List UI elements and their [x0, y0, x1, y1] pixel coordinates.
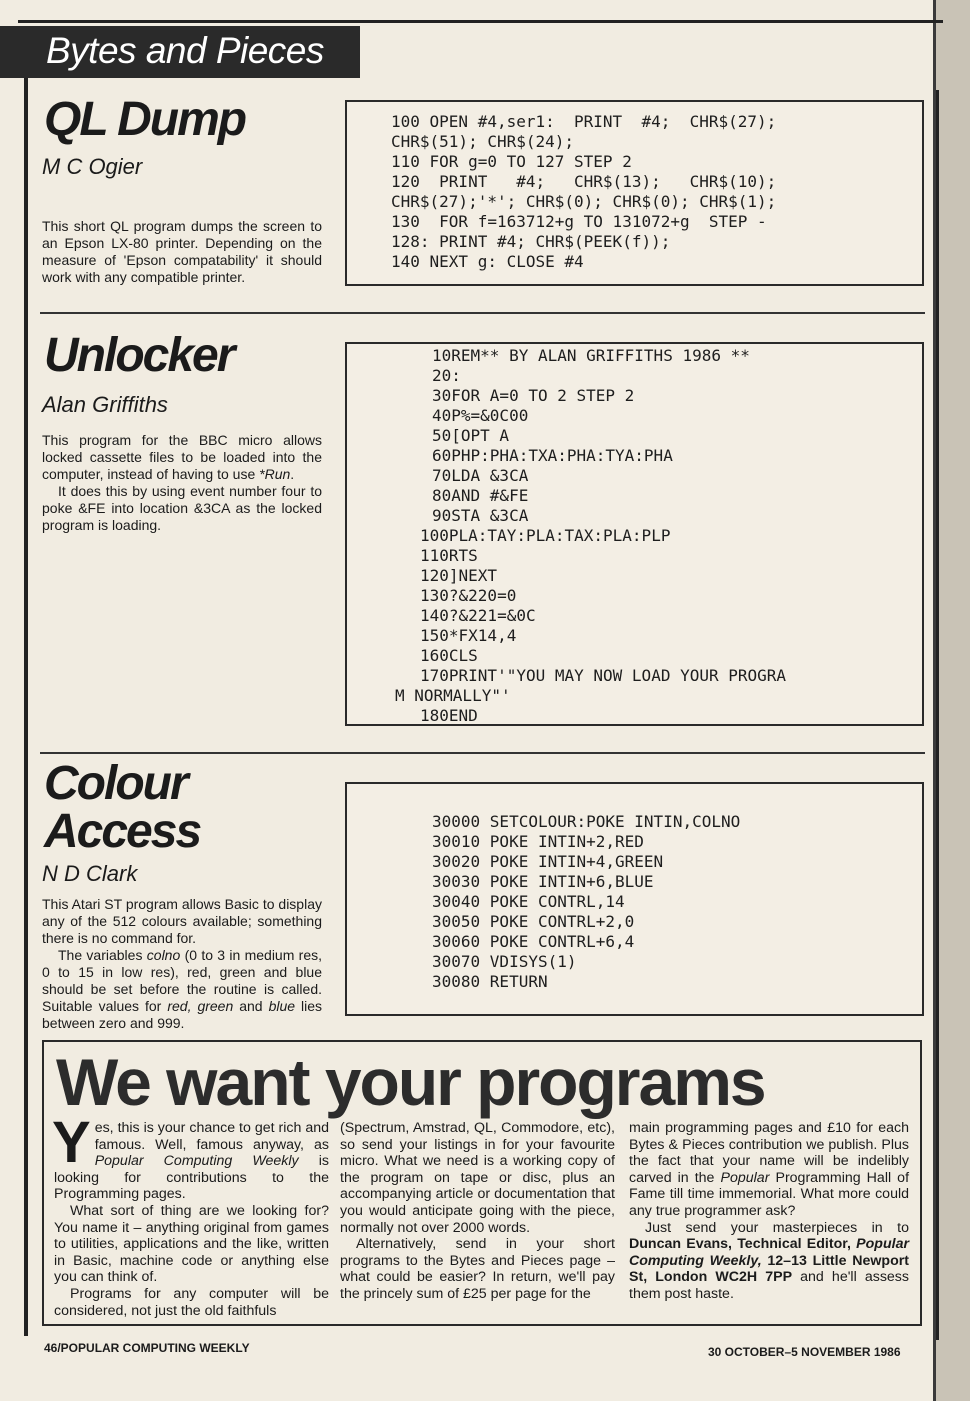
code-line: CHR$(27);'*'; CHR$(0); CHR$(0); CHR$(1);	[391, 192, 777, 211]
code-line: 30060 POKE CONTRL+6,4	[432, 932, 635, 951]
code-line: 110 FOR g=0 TO 127 STEP 2	[391, 152, 632, 171]
unlocker-author: Alan Griffiths	[42, 392, 168, 417]
code-line: M NORMALLY"'	[395, 686, 511, 705]
ql-dump-code-box	[345, 100, 924, 286]
footer-page-label: 46/POPULAR COMPUTING WEEKLY	[44, 1341, 250, 1355]
code-line: 128: PRINT #4; CHR$(PEEK(f));	[391, 232, 671, 251]
promo-col1-paragraph-2: What sort of thing are we looking for? You name it – anything original from games to utilities, applications and the like, written in Basic, machine code or anything else you can think of.	[54, 1202, 329, 1286]
code-line: 120]NEXT	[420, 566, 498, 585]
promo-col1-paragraph-3: Programs for any computer will be considered, not just the old faithfuls	[54, 1285, 329, 1319]
colour-access-title-line-1: Colour	[44, 757, 187, 810]
code-line: 30070 VDISYS(1)	[432, 952, 577, 971]
code-line: 40P%=&0C00	[432, 406, 529, 425]
unlocker-code-box	[345, 342, 924, 726]
ql-dump-title: QL Dump	[44, 93, 246, 146]
promo-col3-paragraph-1: main programming pages and £10 for each Bytes & Pieces contribution we publish. Plus the fact that your name will be indelibly carved in the Popular Programming Hall of Fame till time immemorial. What more could any true programmer ask?	[629, 1120, 910, 1219]
code-line: 30020 POKE INTIN+4,GREEN	[432, 852, 664, 871]
code-line: 30040 POKE CONTRL,14	[432, 892, 625, 911]
code-line: 140?&221=&0C	[420, 606, 536, 625]
section-banner	[0, 26, 360, 78]
colour-access-title-line-2: Access	[44, 805, 201, 858]
code-line: 180END	[420, 706, 478, 725]
code-line: 140 NEXT g: CLOSE #4	[391, 252, 584, 271]
promo-col3-paragraph-2: Just send your masterpieces in to Duncan Evans, Technical Editor, Popular Computing Weekly, 12–13 Little Newport St, London WC2H 7PP and he'll assess them post haste.	[629, 1219, 909, 1302]
code-line: 30010 POKE INTIN+2,RED	[432, 832, 644, 851]
code-line: 30000 SETCOLOUR:POKE INTIN,COLNO	[432, 812, 741, 831]
colour-access-intro	[42, 896, 322, 1032]
code-line: 80AND #&FE	[432, 486, 529, 505]
code-line: 130 FOR f=163712+g TO 131072+g STEP -	[391, 212, 767, 231]
code-line: 100 OPEN #4,ser1: PRINT #4; CHR$(27);	[391, 112, 777, 131]
colour-access-intro-paragraph-1: This Atari ST program allows Basic to display any of the 512 colours available; something there is no command for.	[42, 896, 322, 946]
drop-cap: Y	[52, 1110, 91, 1175]
footer-issue-date: 30 OCTOBER–5 NOVEMBER 1986	[708, 1345, 901, 1359]
page-edge	[936, 0, 970, 1401]
unlocker-intro-paragraph-2: It does this by using event number four to poke &FE into location &3CA as the locked program is loading.	[42, 483, 322, 533]
promo-col2-paragraph-1: (Spectrum, Amstrad, QL, Commodore, etc), so send your listings in for your favourite micro. What we need is a working copy of the program on tape or disc, plus an accompanying article or documentation that you would anticipate going with the piece, normally not over 2000 words.	[340, 1120, 615, 1236]
code-line: CHR$(51); CHR$(24);	[391, 132, 575, 151]
code-line: 50[OPT A	[432, 426, 510, 445]
code-line: 150*FX14,4	[420, 626, 517, 645]
colour-access-author: N D Clark	[42, 861, 138, 886]
promo-box	[42, 1040, 922, 1326]
promo-col1-paragraph-1: Yes, this is your chance to get rich and famous. Well, famous anyway, as Popular Computing Weekly is looking for contributions to the Programming pages.	[52, 1110, 329, 1203]
article-divider	[40, 312, 925, 314]
promo-column-3	[629, 1120, 909, 1303]
code-line: 60PHP:PHA:TXA:PHA:TYA:PHA	[432, 446, 673, 465]
code-line: 30080 RETURN	[432, 972, 548, 991]
colour-access-code-box	[345, 782, 924, 1016]
left-column-rule	[24, 78, 28, 1336]
unlocker-title: Unlocker	[44, 329, 234, 382]
promo-col2-paragraph-2: Alternatively, send in your short programs to the Bytes and Pieces page – what could be easier? In return, we'll pay the princely sum of £25 per page for the	[340, 1236, 615, 1302]
code-line: 10REM** BY ALAN GRIFFITHS 1986 **	[432, 346, 750, 365]
right-column-rule	[936, 90, 939, 1340]
colour-access-intro-paragraph-2: The variables colno (0 to 3 in medium res, 0 to 15 in low res), red, green and blue should be set before the routine is called. Suitable values for red, green and blue lies between zero and 999.	[42, 947, 323, 1031]
code-line: 160CLS	[420, 646, 478, 665]
top-rule	[18, 20, 943, 23]
promo-column-2	[340, 1120, 615, 1303]
ql-dump-intro-text: This short QL program dumps the screen to an Epson LX-80 printer. Depending on the measure of 'Epson compatability' it should work with any compatible printer.	[42, 218, 322, 285]
promo-column-1	[52, 1110, 329, 1319]
code-line: 110RTS	[420, 546, 478, 565]
code-line: 130?&220=0	[420, 586, 517, 605]
code-line: 20:	[432, 366, 461, 385]
code-line: 120 PRINT #4; CHR$(13); CHR$(10);	[391, 172, 777, 191]
code-line: 170PRINT'"YOU MAY NOW LOAD YOUR PROGRA	[420, 666, 787, 685]
ql-dump-author: M C Ogier	[42, 154, 143, 179]
code-line: 30050 POKE CONTRL+2,0	[432, 912, 635, 931]
code-line: 90STA &3CA	[432, 506, 529, 525]
section-title: Bytes and Pieces	[46, 30, 324, 71]
code-line: 30030 POKE INTIN+6,BLUE	[432, 872, 654, 891]
code-line: 30FOR A=0 TO 2 STEP 2	[432, 386, 635, 405]
article-divider	[40, 752, 925, 754]
unlocker-intro	[42, 432, 322, 534]
code-line: 70LDA &3CA	[432, 466, 529, 485]
ql-dump-intro	[42, 218, 322, 286]
promo-title: We want your programs	[56, 1045, 765, 1119]
code-line: 100PLA:TAY:PLA:TAX:PLA:PLP	[420, 526, 671, 545]
unlocker-intro-paragraph-1: This program for the BBC micro allows locked cassette files to be loaded into the computer, instead of having to use *Run.	[42, 432, 322, 482]
